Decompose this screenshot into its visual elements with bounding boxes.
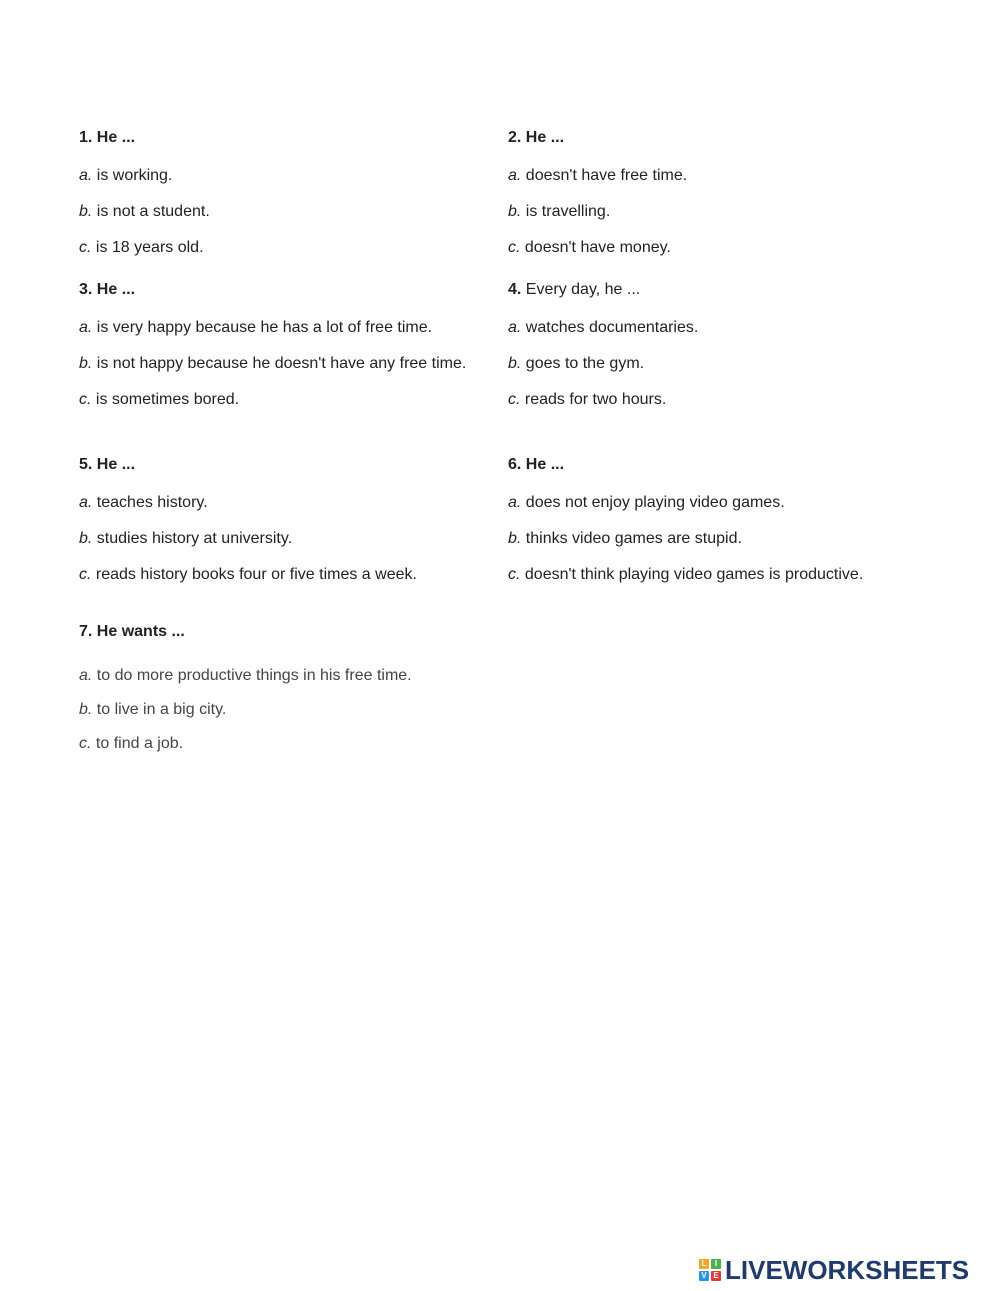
option-text: is sometimes bored. <box>95 391 240 408</box>
option-text: is not happy because he doesn't have any free time. <box>96 355 467 372</box>
question-number: 6. <box>508 456 522 473</box>
option-b[interactable] <box>508 352 908 375</box>
logo-mark-letter: L <box>699 1259 709 1269</box>
option-a[interactable] <box>79 316 479 339</box>
question-number: 4. <box>508 281 522 298</box>
option-c[interactable] <box>508 236 908 259</box>
option-letter: c. <box>508 391 521 408</box>
option-letter: a. <box>79 667 93 684</box>
liveworksheets-logo <box>699 1257 969 1283</box>
option-b[interactable] <box>508 527 948 550</box>
logo-mark-letter: V <box>699 1271 709 1281</box>
logo-mark-icon <box>699 1259 721 1281</box>
option-letter: b. <box>508 203 522 220</box>
option-letter: a. <box>79 494 93 511</box>
question-number: 1. <box>79 129 93 146</box>
question-2 <box>508 128 908 272</box>
option-text: goes to the gym. <box>525 355 645 372</box>
question-stem: He ... <box>525 129 565 146</box>
option-text: is working. <box>96 167 173 184</box>
option-text: doesn't have money. <box>524 239 671 256</box>
option-text: to find a job. <box>95 735 184 752</box>
option-letter: b. <box>79 701 93 718</box>
option-c[interactable] <box>508 388 908 411</box>
option-text: is 18 years old. <box>95 239 204 256</box>
question-stem: He wants ... <box>96 623 185 640</box>
logo-text: LIVEWORKSHEETS <box>725 1255 970 1285</box>
option-c[interactable] <box>79 732 479 755</box>
option-b[interactable] <box>79 698 479 721</box>
option-text: to do more productive things in his free time. <box>96 667 412 684</box>
option-c[interactable] <box>508 563 948 586</box>
question-4 <box>508 280 908 424</box>
option-letter: c. <box>79 239 92 256</box>
option-text: is not a student. <box>96 203 210 220</box>
question-1-title <box>79 128 479 148</box>
option-text: is travelling. <box>525 203 611 220</box>
option-letter: a. <box>508 167 522 184</box>
question-stem: He ... <box>96 129 136 146</box>
option-text: reads for two hours. <box>524 391 667 408</box>
logo-mark-letter: I <box>711 1259 721 1269</box>
option-text: teaches history. <box>96 494 208 511</box>
option-letter: b. <box>79 355 93 372</box>
option-letter: b. <box>508 530 522 547</box>
option-text: does not enjoy playing video games. <box>525 494 785 511</box>
option-text: doesn't have free time. <box>525 167 688 184</box>
option-a[interactable] <box>508 164 908 187</box>
option-b[interactable] <box>79 200 479 223</box>
question-7 <box>79 622 479 766</box>
option-letter: b. <box>508 355 522 372</box>
option-letter: b. <box>79 530 93 547</box>
option-letter: a. <box>508 494 522 511</box>
option-letter: c. <box>508 566 521 583</box>
option-a[interactable] <box>508 316 908 339</box>
option-b[interactable] <box>508 200 908 223</box>
option-letter: a. <box>508 319 522 336</box>
option-b[interactable] <box>79 352 479 375</box>
option-b[interactable] <box>79 527 479 550</box>
question-stem: He ... <box>96 281 136 298</box>
option-letter: a. <box>79 319 93 336</box>
option-a[interactable] <box>79 664 479 687</box>
logo-mark-letter: E <box>711 1271 721 1281</box>
question-stem: He ... <box>96 456 136 473</box>
option-letter: c. <box>79 735 92 752</box>
question-number: 5. <box>79 456 93 473</box>
option-letter: c. <box>508 239 521 256</box>
option-c[interactable] <box>79 388 479 411</box>
option-text: studies history at university. <box>96 530 293 547</box>
question-number: 2. <box>508 129 522 146</box>
option-text: watches documentaries. <box>525 319 699 336</box>
option-c[interactable] <box>79 236 479 259</box>
question-stem: He ... <box>525 456 565 473</box>
option-a[interactable] <box>79 491 479 514</box>
question-1 <box>79 128 479 272</box>
option-letter: c. <box>79 566 92 583</box>
option-text: is very happy because he has a lot of free time. <box>96 319 433 336</box>
option-a[interactable] <box>79 164 479 187</box>
question-5 <box>79 455 479 599</box>
option-text: to live in a big city. <box>96 701 227 718</box>
option-a[interactable] <box>508 491 948 514</box>
question-4-title <box>508 280 908 300</box>
option-letter: a. <box>79 167 93 184</box>
question-number: 3. <box>79 281 93 298</box>
question-2-title <box>508 128 908 148</box>
question-7-title <box>79 622 479 642</box>
option-text: thinks video games are stupid. <box>525 530 742 547</box>
question-6 <box>508 455 948 599</box>
option-text: doesn't think playing video games is productive. <box>524 566 864 583</box>
question-6-title <box>508 455 948 475</box>
question-5-title <box>79 455 479 475</box>
option-text: reads history books four or five times a week. <box>95 566 417 583</box>
option-letter: c. <box>79 391 92 408</box>
question-stem: Every day, he ... <box>525 281 641 298</box>
option-letter: b. <box>79 203 93 220</box>
question-3-title <box>79 280 479 300</box>
option-c[interactable] <box>79 563 479 586</box>
question-3 <box>79 280 479 424</box>
question-number: 7. <box>79 623 93 640</box>
